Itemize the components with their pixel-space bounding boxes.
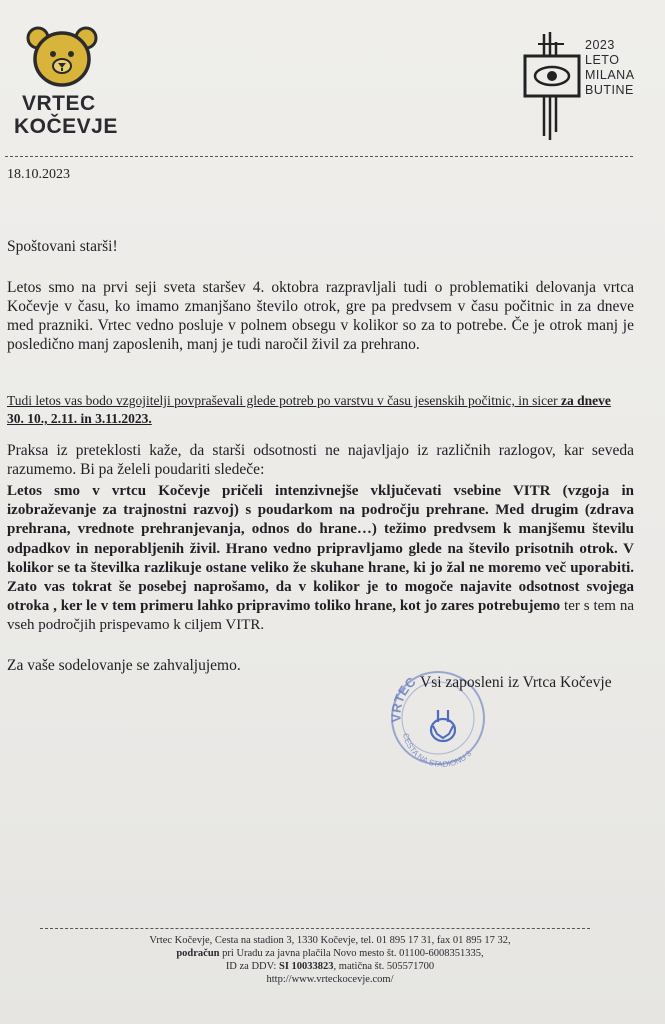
footer-website-link[interactable]: http://www.vrteckocevje.com/: [266, 974, 394, 985]
brand-name: [14, 92, 118, 138]
year-line-3: MILANA: [585, 68, 635, 82]
footer-divider: [40, 928, 590, 929]
paragraph-2: [7, 392, 617, 428]
paragraph-2-dates: za dneve 30. 10., 2.11. in 3.11.2023.: [7, 393, 611, 426]
brand-line-2: KOČEVJE: [14, 115, 118, 138]
footer-reg-number: , matična št. 505571700: [333, 961, 435, 972]
signature: Vsi zaposleni iz Vrtca Kočevje: [420, 674, 612, 691]
footer-account-label: podračun: [176, 948, 220, 959]
footer: [120, 934, 540, 986]
eye-frame-icon: [522, 32, 584, 142]
greeting: Spoštovani starši!: [7, 238, 118, 255]
stamp-text-bottom: CESTA NA STADIONU 3: [400, 732, 474, 769]
letter-date: 18.10.2023: [7, 167, 70, 182]
bear-logo-icon: [26, 26, 98, 88]
paragraph-4: [7, 482, 634, 636]
svg-text:CESTA NA STADIONU 3: [401, 732, 474, 769]
footer-account: [120, 947, 540, 960]
year-line-1: 2023: [585, 38, 615, 52]
footer-ids: [120, 960, 540, 973]
footer-address: Vrtec Kočevje, Cesta na stadion 3, 1330 Kočevje, tel. 01 895 17 31, fax 01 895 17 32,: [149, 935, 511, 946]
year-line-4: BUTINE: [585, 83, 634, 97]
svg-text:VRTEC: [388, 674, 419, 723]
paragraph-2-text: Tudi letos vas bodo vzgojitelji povpraševali glede potreb po varstvu v času jesenskih počitnic, in sicer: [7, 393, 562, 408]
vrtec-logo: [14, 26, 118, 141]
header-divider: [5, 156, 633, 157]
brand-line-1: VRTEC: [22, 92, 96, 115]
footer-vat-id: SI 10033823: [278, 961, 334, 972]
year-text: [585, 38, 635, 98]
footer-account-text: pri Uradu za javna plačila Novo mesto št. 01100-6008351335,: [219, 948, 484, 959]
stamp-text-top: VRTEC: [388, 674, 419, 723]
paragraph-4-normal: ter s tem na vseh področjih prispevamo k ciljem VITR.: [7, 598, 634, 634]
paragraph-1: Letos smo na prvi seji sveta staršev 4. oktobra razpravljali tudi o problematiki delovanja vrtca Kočevje v času, ko imamo zmanjšano število otrok, gre pa predvsem v času počitnic in za dneve med prazniki. Vrtec vedno posluje v polnem obsegu v kolikor so za to potrebe. Če je otrok manj je posledično manj zaposlenih, manj je tudi naročil živil za prehrano.: [7, 279, 634, 353]
leto-milana-butine-logo: [522, 32, 642, 142]
year-line-2: LETO: [585, 53, 620, 67]
paragraph-4-bold: Letos smo v vrtcu Kočevje pričeli intenzivnejše vključevati vsebine VITR (vzgoja in izobraževanje za trajnostni razvoj) s poudarkom na področju prehrane. Med drugim (zdrava prehrana, vrednote prehranjevanja, odnos do hrane…) težimo predvsem k manjšemu številu odpadkov in neporabljenih živil. Hrano vedno pripravljamo glede na število prisotnih otrok. V kolikor se ta številka razlikuje ostane veliko že skuhane hrane, ki jo žal ne moremo več uporabiti. Zato vas tokrat še posebej naprošamo, da v kolikor je to mogoče najavite odsotnost svojega otroka , ker le v tem primeru lahko pripravimo toliko hrane, kot jo zares potrebujemo: [7, 483, 634, 615]
paragraph-3: Praksa iz preteklosti kaže, da starši odsotnosti ne najavljajo iz različnih razlogov, kar seveda razumemo. Bi pa želeli poudariti sledeče:: [7, 442, 634, 478]
footer-vat-label: ID za DDV:: [225, 961, 279, 972]
paragraph-5: Za vaše sodelovanje se zahvaljujemo.: [7, 657, 241, 674]
